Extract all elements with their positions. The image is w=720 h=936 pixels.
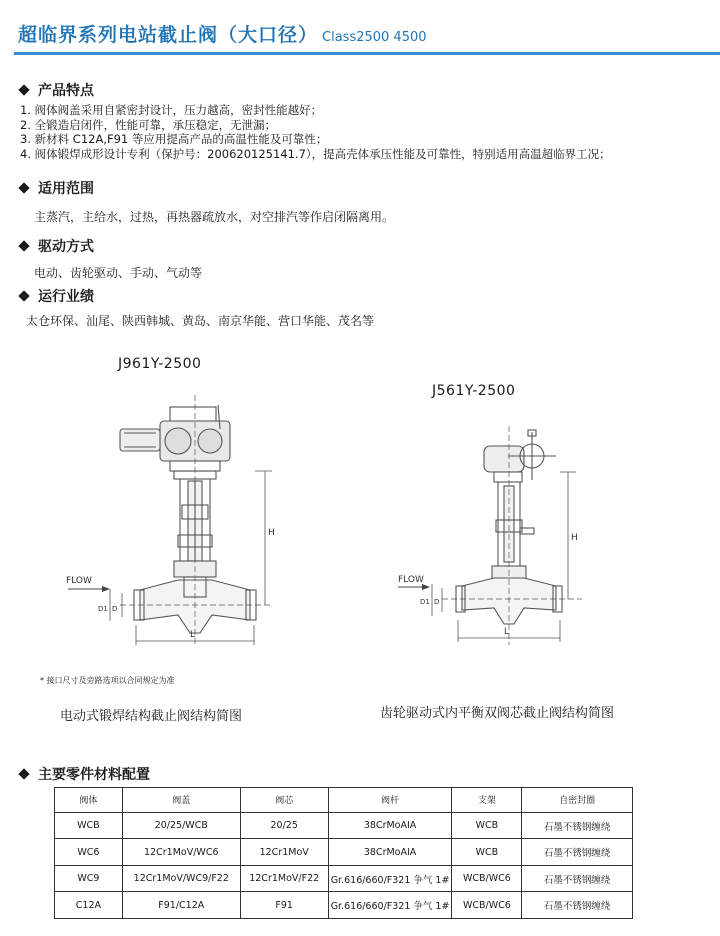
table-header-cell: 阀芯 <box>240 788 328 813</box>
table-cell: 石墨不锈钢缠绕 <box>522 865 633 892</box>
dim-d-label: D <box>434 598 440 606</box>
table-cell: WCB <box>452 839 522 866</box>
table-row <box>55 892 633 919</box>
dim-d1-label: D1 <box>98 605 108 613</box>
materials-heading <box>20 764 150 784</box>
drive-heading-text: 驱动方式 <box>38 239 94 255</box>
table-cell: 12Cr1MoV/F22 <box>240 865 328 892</box>
feature-item: 3. 新材料 C12A,F91 等应用提高产品的高温性能及可靠性； <box>20 132 328 146</box>
right-model-label: J561Y-2500 <box>432 383 516 399</box>
page-title <box>18 20 427 47</box>
table-header-cell: 阀杆 <box>328 788 452 813</box>
table-cell: 20/25/WCB <box>122 812 240 839</box>
table-cell: WC9 <box>55 865 123 892</box>
scope-heading <box>20 178 94 198</box>
table-cell: WC6 <box>55 839 123 866</box>
table-cell: 石墨不锈钢缠绕 <box>522 892 633 919</box>
table-cell: Gr.616/660/F321 争气 1# <box>328 865 452 892</box>
dim-d1-label: D1 <box>420 598 430 606</box>
table-cell: F91 <box>240 892 328 919</box>
left-diagram-caption: 电动式锻焊结构截止阀结构简图 <box>60 709 243 724</box>
table-row <box>55 839 633 866</box>
table-cell: 12Cr1MoV/WC9/F22 <box>122 865 240 892</box>
table-cell: F91/C12A <box>122 892 240 919</box>
feature-item: 1. 阀体阀盖采用自紧密封设计，压力越高，密封性能越好； <box>20 103 323 117</box>
table-cell: 12Cr1MoV <box>240 839 328 866</box>
drive-text: 电动、齿轮驱动、手动、气动等 <box>34 266 203 280</box>
table-cell: Gr.616/660/F321 争气 1# <box>328 892 452 919</box>
scope-text: 主蒸汽，主给水，过热，再热器疏放水，对空排汽等作启闭隔离用。 <box>34 210 395 224</box>
table-header-cell: 支架 <box>452 788 522 813</box>
gear-valve-drawing <box>392 410 622 650</box>
flow-label: FLOW <box>398 575 424 585</box>
title-class: Class2500 4500 <box>322 30 427 45</box>
diamond-bullet-icon <box>18 768 29 779</box>
table-cell: 20/25 <box>240 812 328 839</box>
table-cell: 12Cr1MoV/WC6 <box>122 839 240 866</box>
table-cell: WCB/WC6 <box>452 865 522 892</box>
drive-heading <box>20 236 94 256</box>
dim-d-label: D <box>112 605 118 613</box>
feature-item: 2. 全锻造启闭件，性能可靠，承压稳定，无泄漏； <box>20 117 277 132</box>
electric-valve-drawing <box>60 385 290 650</box>
interface-note: * 接口尺寸及旁路选项以合同规定为准 <box>40 676 175 685</box>
features-list <box>20 103 611 161</box>
flow-label: FLOW <box>66 576 92 586</box>
feature-item: 4. 阀体锻焊成形设计专利（保护号：200620125141.7），提高壳体承压性能及可靠性，特别适用高温超临界工况； <box>20 146 611 161</box>
scope-heading-text: 适用范围 <box>38 181 94 197</box>
title-divider <box>14 52 720 55</box>
table-cell: WCB <box>55 812 123 839</box>
diamond-bullet-icon <box>18 240 29 251</box>
right-diagram-caption: 齿轮驱动式内平衡双阀芯截止阀结构简图 <box>380 706 615 721</box>
performance-heading <box>20 286 94 306</box>
diamond-bullet-icon <box>18 84 29 95</box>
dim-l-label: L <box>504 627 510 637</box>
dim-h-label: H <box>571 533 578 543</box>
table-cell: 石墨不锈钢缠绕 <box>522 839 633 866</box>
table-header-row <box>55 788 633 813</box>
dim-l-label: L <box>190 630 196 640</box>
title-text: 超临界系列电站截止阀（大口径） <box>18 24 319 46</box>
table-row <box>55 812 633 839</box>
features-heading-text: 产品特点 <box>38 83 94 99</box>
table-cell: 38CrMoAIA <box>328 812 452 839</box>
materials-table <box>54 787 633 919</box>
performance-text: 太仓环保、汕尾、陕西韩城、黄岛、南京华能、营口华能、茂名等 <box>26 314 375 328</box>
table-cell: C12A <box>55 892 123 919</box>
table-cell: WCB/WC6 <box>452 892 522 919</box>
table-header-cell: 阀盖 <box>122 788 240 813</box>
diamond-bullet-icon <box>18 290 29 301</box>
table-header-cell: 阀体 <box>55 788 123 813</box>
left-model-label: J961Y-2500 <box>118 356 202 372</box>
table-cell: 石墨不锈钢缠绕 <box>522 812 633 839</box>
table-row <box>55 865 633 892</box>
diamond-bullet-icon <box>18 182 29 193</box>
table-cell: 38CrMoAIA <box>328 839 452 866</box>
table-header-cell: 自密封圈 <box>522 788 633 813</box>
features-heading <box>20 80 94 100</box>
table-cell: WCB <box>452 812 522 839</box>
performance-heading-text: 运行业绩 <box>38 289 94 305</box>
materials-heading-text: 主要零件材料配置 <box>38 767 150 783</box>
dim-h-label: H <box>268 528 275 538</box>
